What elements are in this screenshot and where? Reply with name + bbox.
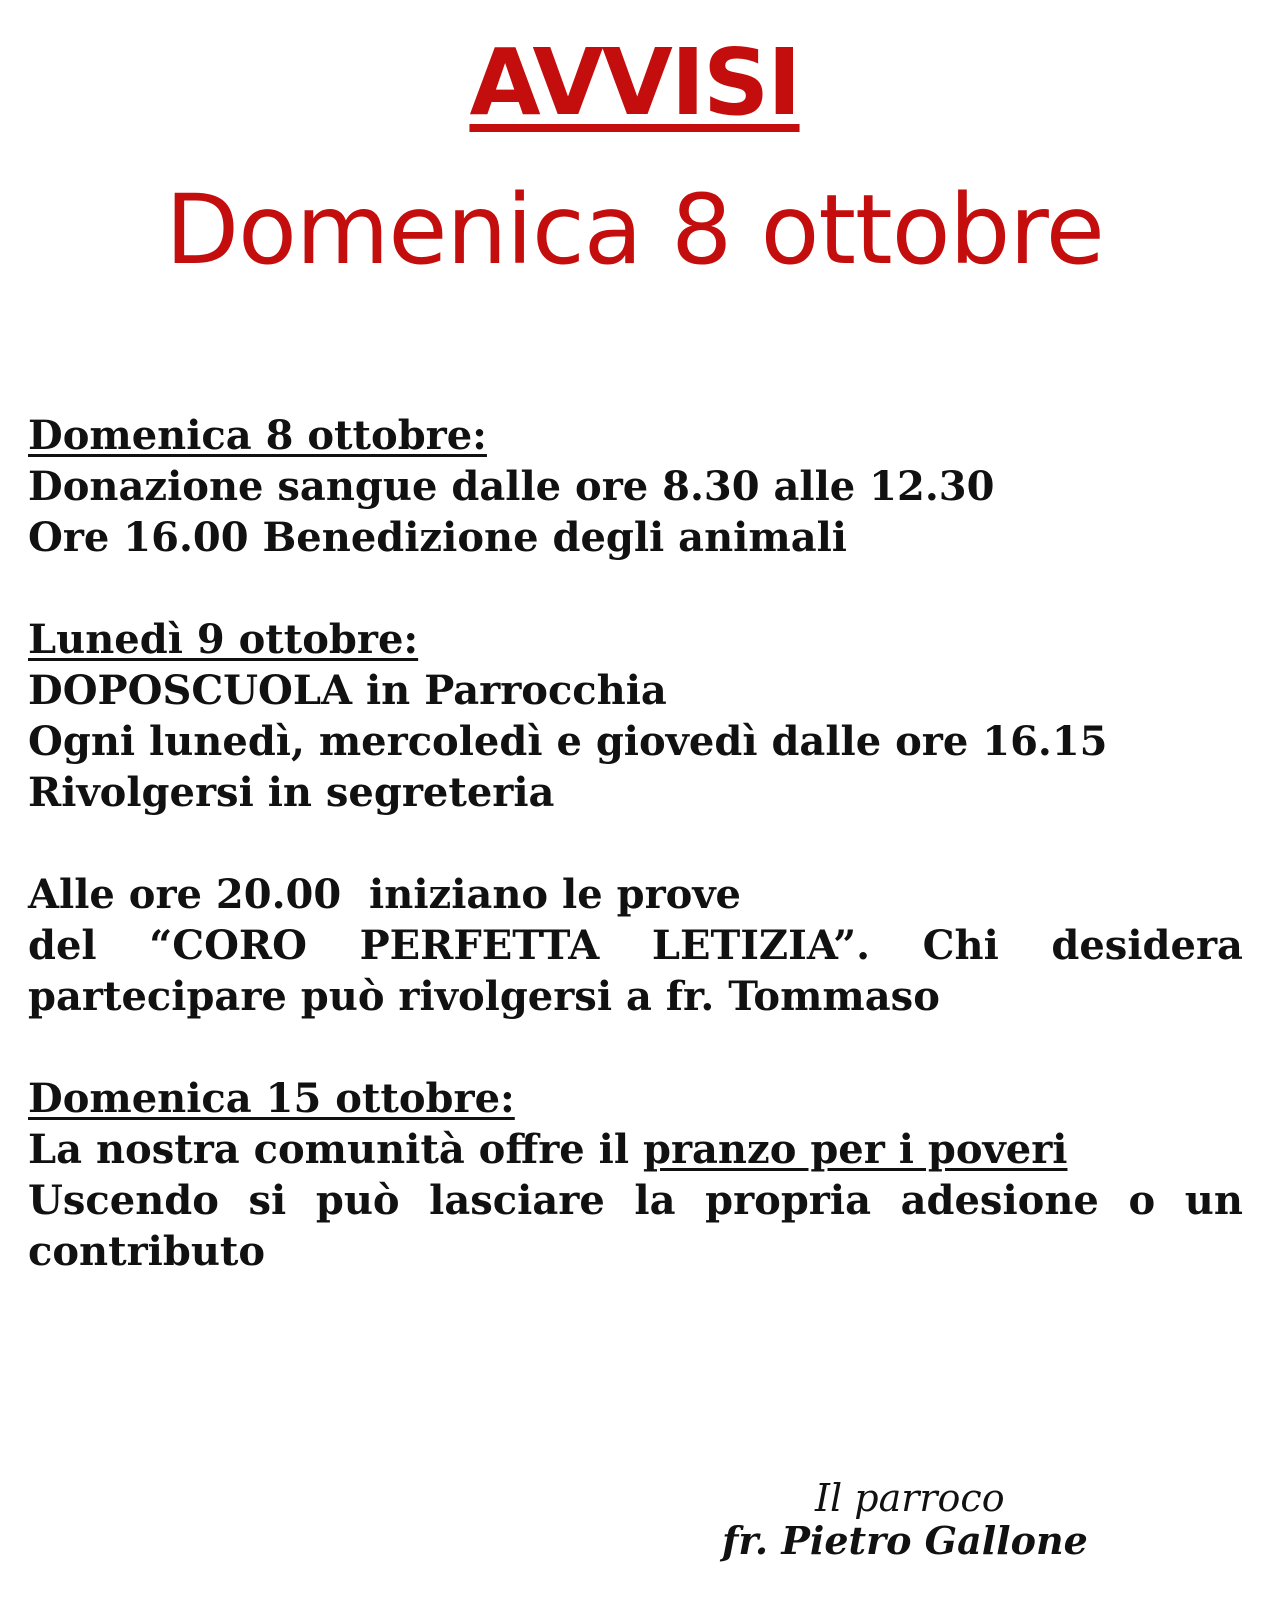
section-4-line-1-underlined: pranzo per i poveri [642, 1126, 1068, 1173]
signature-role: Il parroco [815, 1476, 1005, 1520]
section-heading-4: Domenica 15 ottobre: [28, 1075, 515, 1122]
notice-title-text: AVVISI [469, 29, 800, 136]
word: del [28, 922, 97, 969]
signature-name: fr. Pietro Gallone [722, 1518, 1088, 1563]
section-4-line-2 [28, 1175, 1243, 1226]
word: un [1184, 1177, 1243, 1224]
section-1-line-1: Donazione sangue dalle ore 8.30 alle 12.30 [28, 463, 995, 510]
word: adesione [900, 1177, 1099, 1224]
word: la [634, 1177, 676, 1224]
notice-body [28, 410, 1243, 1277]
section-2-line-2: Ogni lunedì, mercoledì e giovedì dalle ore 16.15 [28, 718, 1108, 765]
section-2-line-1: DOPOSCUOLA in Parrocchia [28, 667, 667, 714]
word: desidera [1051, 922, 1243, 969]
word: “CORO [149, 922, 307, 969]
section-4-line-3: contributo [28, 1228, 266, 1275]
word: si [248, 1177, 287, 1224]
word: PERFETTA [359, 922, 600, 969]
section-heading-1: Domenica 8 ottobre: [28, 412, 487, 459]
section-3-line-3: partecipare può rivolgersi a fr. Tommaso [28, 973, 940, 1020]
section-3-line-1: Alle ore 20.00 iniziano le prove [28, 871, 742, 918]
spacer [28, 818, 1243, 869]
spacer [28, 563, 1243, 614]
word: può [315, 1177, 400, 1224]
section-1-line-2: Ore 16.00 Benedizione degli animali [28, 514, 848, 561]
word: o [1128, 1177, 1156, 1224]
section-heading-2: Lunedì 9 ottobre: [28, 616, 419, 663]
word: LETIZIA”. [651, 922, 871, 969]
section-4-line-1-prefix: La nostra comunità offre il [28, 1126, 643, 1173]
word: Uscendo [28, 1177, 219, 1224]
spacer [28, 1022, 1243, 1073]
section-4-line-1 [28, 1124, 1243, 1175]
notice-subtitle: Domenica 8 ottobre [165, 174, 1104, 286]
word: lasciare [429, 1177, 605, 1224]
notice-title [0, 28, 1269, 138]
section-3-line-2 [28, 920, 1243, 971]
word: Chi [922, 922, 999, 969]
section-2-line-3: Rivolgersi in segreteria [28, 769, 555, 816]
word: propria [705, 1177, 871, 1224]
